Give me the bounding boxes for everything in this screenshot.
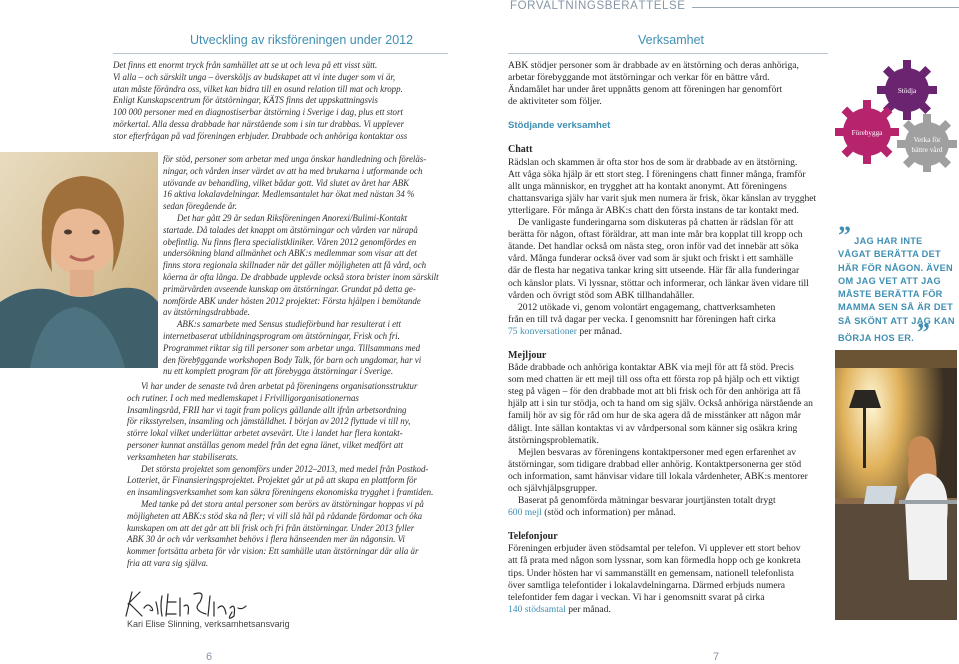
text-line: nomförde ABK under hösten 2012 projektet: Första hjälpen i bemötande <box>163 295 421 306</box>
text-line: kommer fortsätta arbeta för vår vision: Ett samhälle utan ätstörningar där alla är <box>127 546 419 557</box>
text-line: Att våga söka hjälp är ett stort steg. I föreningens chatt finner många, framför <box>508 168 806 180</box>
left-intro-text <box>113 60 453 143</box>
right-column <box>508 60 828 616</box>
text-line: stor efterfrågan på vad föreningen erbjuder. Drabbade och anhöriga kontaktar oss <box>113 130 408 141</box>
text-line: verksamheten har stabiliserats. <box>127 451 239 462</box>
gear-verka <box>897 114 957 172</box>
text-line: vården och övrigt stöd som ABK tillhandahåller. <box>508 289 695 301</box>
portrait-photo <box>0 152 158 368</box>
text-line: från en till två dagar per vecka. I genomsnitt har föreningen haft cirka <box>508 313 776 325</box>
text-line: finns stora regionala skillnader när det gäller möjligheten att få vård, och <box>163 260 427 271</box>
text-line: hjälp att i sin tur stödja, och ta hand om sig själv. Också anhöriga närstående an <box>508 398 813 410</box>
open-quote-icon: ” <box>838 221 852 250</box>
text-line: 2012 utökade vi, genom volontärt engagemang, chattverksamheten <box>518 301 776 313</box>
left-title-rule <box>113 53 448 54</box>
text-line: som med chatten är ett mejl till oss ofta ett första rop på hjälp och ett viktigt <box>508 374 800 386</box>
svg-text:bättre vård: bättre vård <box>911 146 943 154</box>
text-line: Det har gått 29 år sedan Riksföreningen Anorexi/Bulimi-Kontakt <box>177 212 408 223</box>
text-line: vård. Många funderar också över vad som är sjukt och friskt i ett samhälle <box>508 253 794 265</box>
pull-quote <box>838 221 956 348</box>
text-line: de aktiviteter som följer. <box>508 96 602 108</box>
text-line: sedan föregående år. <box>163 201 237 212</box>
text-line: ytterligare. För många är ABK:s chatt den första instans de tar kontakt med. <box>508 204 799 216</box>
text-line: Vi har under de senaste två åren arbetat på föreningens organisationsstruktur <box>141 381 418 391</box>
text-line: för riksstyrelsen, insamling och jämställdhet. I början av 2012 flyttade vi till ny, <box>127 416 411 427</box>
tel-stat: 140 stödsamtal <box>508 603 566 615</box>
text-line: fria att vara sig själva. <box>127 557 209 568</box>
text-line: primärvården avseende kunskap om ätstörningar. Grundat på detta ge- <box>163 283 416 294</box>
text-line: Enligt Kunskapscentrum för ätstörningar, KÄTS finns det uppskattningsvis <box>113 95 378 106</box>
text-line: Baserat på genomförda mätningar besvarar jourtjänsten totalt drygt <box>518 495 776 507</box>
text-line: Både drabbade och anhöriga kontaktar ABK via mejl för att få stöd. Precis <box>508 362 794 374</box>
text-line: Mejlen besvaras av föreningens kontaktpersoner med egen erfarenhet av <box>518 446 797 458</box>
text-line: en insamlingsverksamhet som kan säkra föreningens ekonomiska trygghet i framtiden. <box>127 487 434 498</box>
text-line: Föreningen erbjuder även stödsamtal per telefon. Vi upplever ett stort behov <box>508 543 801 555</box>
gears-diagram <box>835 60 959 172</box>
text-line: köerna är ofta långa. De drabbade upplevde också stora brister inom särskilt <box>163 271 439 282</box>
text-line: ningar, och vården inser värdet av att ha med brukarna i utformande och <box>163 165 423 176</box>
page-number-right: 7 <box>713 651 720 663</box>
text-line: ätstörningar, som tidigare drabbad eller anhörig. Kontaktpersonerna ger stöd <box>508 458 802 470</box>
text-line: kunskapen om att det går att bli frisk och fri från ätstörningar. Under 2013 fyller <box>127 522 415 533</box>
text-line: Rädslan och skammen är ofta stor hos de som är drabbade av en ätstörning. <box>508 156 798 168</box>
mejl-stat: 600 mejl <box>508 507 542 519</box>
text-line: berätta för någon, oftast föräldrar, att man inte mår bra kopplat till kropp och <box>508 229 803 241</box>
text-line: telefontider fem dagar i veckan. Vi har i genomsnitt svarat på cirka <box>508 591 765 603</box>
heading-telefonjour: Telefonjour <box>508 531 558 543</box>
text-line: mörkertal. Alla dessa drabbade har närstående som i sin tur drabbas. Vi upplever <box>113 118 405 129</box>
text-line: arbetar förebyggande mot ätstörningar och verkar för en bättre vård. <box>508 72 770 84</box>
text-line: den föreby̌ggande workshopen Body Talk, för barn och ungdomar, har vi <box>163 354 422 365</box>
text-line: Ändamålet har under året uppnåtts genom att föreningen har genomfört <box>508 84 783 96</box>
text-line: utövande av behandling, vilket bådar gott. Vid slutet av året har ABK <box>163 177 410 188</box>
text-line: och rutiner. I och med medlemskapet i Frivilligorganisationernas <box>127 392 359 403</box>
running-header: FÖRVALTNINGSBERÄTTELSE <box>510 0 692 12</box>
text-line: allt unga människor, en trygghet att ha kontakt anonymt. Att föreningens <box>508 180 787 192</box>
text-line: startade. Då talades det knappt om ätstörningar och vården var närapå <box>163 224 418 235</box>
text-line: personer kunnat anställas genom medel från det egna länet, vilket medfört att <box>127 439 404 450</box>
text-line: undersökning bland allmänhet och ABK:s medlemmar som visar att det <box>163 248 417 259</box>
left-bottom-text <box>127 381 457 570</box>
text-line: nu ett komplett program för att förebygga ätstörningar i Sverige. <box>163 366 394 377</box>
text-line: tips. Under hösten har vi sammanställt en gemensam, nationell telefonlista <box>508 567 794 579</box>
text-line: och information, samt hänvisar vidare till lokala vårdenheter, ABK:s mentorer <box>508 470 808 482</box>
text-line: obefintlig. Nu finns flera specialistkliniker. Våren 2012 genomfördes en <box>163 236 417 247</box>
left-section-title: Utveckling av riksföreningen under 2012 <box>190 33 414 47</box>
text-line: familj hör av sig för råd om hur de ska agera då de misstänker att någon mår <box>508 410 802 422</box>
chatt-stat: 75 konversationer <box>508 325 578 337</box>
stat-line: 75 konversationer per månad. <box>508 325 623 337</box>
text-line: 100 000 personer med en diagnostiserbar ätstörning i Sverige i dag, plus ett stort <box>113 107 403 118</box>
header-rule <box>653 7 959 8</box>
close-quote-icon: ” <box>916 318 931 348</box>
gear-forebygga <box>835 100 899 164</box>
section-heading-stodjande: Stödjande verksamhet <box>508 120 611 132</box>
right-section-title: Verksamhet <box>638 33 705 47</box>
page-number-left: 6 <box>206 651 213 663</box>
text-line: ABK stödjer personer som är drabbade av en ätstörning och deras anhöriga, <box>508 60 799 71</box>
signature-caption: Kari Elise Slinning, verksamhetsansvarig <box>127 619 290 629</box>
left-wrap-text <box>163 154 453 378</box>
text-line: att få prata med någon som lyssnar, som kan förmedla hopp och ge konkreta <box>508 555 801 567</box>
text-line: Insamlingsråd, FRII har vi tagit fram policys gällande allt ifrån arbetsordning <box>127 404 407 415</box>
text-line: där de flesta har negativa tankar kring sitt utseende. Här får alla funderingar <box>508 265 800 277</box>
text-line: och känslor plats. Vi lyssnar, stöttar och informerar, och länkar även vidare till <box>508 277 809 289</box>
text-line: ABK:s samarbete med Sensus studieförbund har resulterat i ett <box>177 319 401 330</box>
stat-line: 140 stödsamtal per månad. <box>508 603 611 615</box>
text-line: utan måste förändra oss, vilket kan bidra till en osund relation till mat och kropp. <box>113 83 403 94</box>
text-line: av ätstörningsdrabbade. <box>163 307 250 318</box>
stat-line: 600 mejl (stöd och information) per månad. <box>508 507 676 519</box>
text-line: ätande. Det handlar också om nästa steg, oron inför vad det innebär att söka <box>508 241 799 253</box>
text-line: steg på vägen – för den drabbade mot att bli frisk och för den anhöriga att få <box>508 386 801 398</box>
svg-text:Stödja: Stödja <box>897 87 917 95</box>
text-line: över samtliga telefontider i lokalavdelningarna. Därmed erbjuds numera <box>508 579 786 591</box>
text-line: chattansvariga själv har varit sjuk men numera är frisk, ökar känslan av trygghet <box>508 192 817 204</box>
text-line: De vanligaste funderingarna som diskuteras på chatten är rädslan för att <box>518 217 794 229</box>
text-line: möjligheten att ABK:s stöd ska nå fler; vi vill slå hål på rådande fördomar och öka <box>127 510 423 521</box>
text-line: Lotteriet, är Finansieringsprojektet. Projektet går ut på att skapa en plattform för <box>127 475 417 486</box>
text-line: Det finns ett enormt tryck från samhället att se ut och leva på ett visst sätt. <box>113 60 378 70</box>
svg-text:Verka för: Verka för <box>913 136 941 144</box>
text-line: 16 aktiva lokalavdelningar. Medlemsantalet har ökat med nästan 34 % <box>163 189 415 200</box>
text-line: internetbaserat utbildningsprogram om ätstörningar, Frisk och fri. <box>163 330 400 341</box>
heading-chatt: Chatt <box>508 144 533 156</box>
text-line: dåligt. Inte sällan kontaktas vi av vårdpersonal som känner sig osäkra kring <box>508 422 798 434</box>
text-line: större lokal vilket underlättar arbetet avsevärt. Ute i landet har flera kontakt- <box>127 428 403 439</box>
text-line: ABK 30 år och vår verksamhet behövs i flera hänseenden mer än någonsin. Vi <box>127 534 405 545</box>
laptop-photo <box>835 350 957 620</box>
text-line: för stöd, personer som arbetar med unga önskar handledning och föreläs- <box>163 154 427 164</box>
svg-text:Förebygga: Förebygga <box>851 129 883 137</box>
heading-mejljour: Mejljour <box>508 349 547 361</box>
text-line: och självhjälpsgrupper. <box>508 483 597 494</box>
text-line: Vi alla – och särskilt unga – översköljs av budskapet att vi inte duger som vi är, <box>113 71 396 82</box>
right-title-rule <box>508 53 828 54</box>
quote-text: JAG HAR INTE VÅGAT BERÄTTA DET HÄR FÖR NÅGON. ÄVEN OM JAG VET ATT JAG MÅSTE BERÄTTA FÖR MAMMA SEN SÅ ÄR DET SÅ SKÖNT ATT JAG KAN BÖRJA HOS ER. <box>838 236 955 344</box>
text-line: Med tanke på det stora antal personer som berörs av ätstörningar hoppas vi på <box>141 498 424 509</box>
text-line: ätstörningsproblematik. <box>508 434 599 446</box>
text-line: Det största projektet som genomförs under 2012–2013, med medel från Postkod- <box>141 463 429 474</box>
text-line: Programmet riktar sig till personer som arbetar unga. Tillsammans med <box>163 342 421 353</box>
